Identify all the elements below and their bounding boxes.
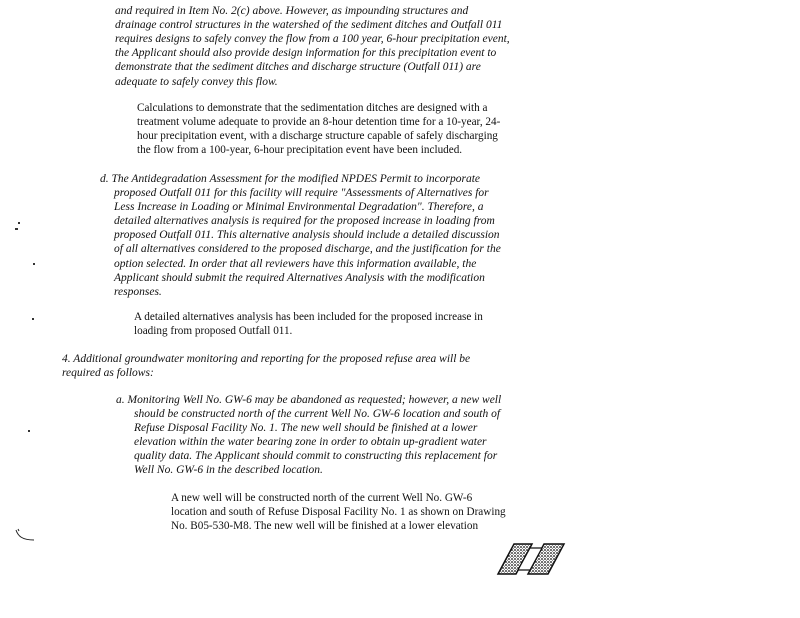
scan-speck xyxy=(28,430,30,432)
text-line: A detailed alternatives analysis has been included for the proposed increase in xyxy=(134,311,483,323)
stamp-mark xyxy=(496,540,566,576)
text-line: elevation within the water bearing zone in order to obtain up-gradient water xyxy=(134,436,487,449)
text-line: adequate to safely convey this flow. xyxy=(115,75,278,88)
text-line: responses. xyxy=(114,285,162,298)
response-new-well xyxy=(171,491,506,533)
text-line: requires designs to safely convey the flow from a 100 year, 6-hour precipitation event, xyxy=(115,33,510,46)
item-4-groundwater xyxy=(62,352,470,380)
scan-speck xyxy=(18,222,20,224)
text-line: the Applicant should also provide design information for this precipitation event to xyxy=(115,47,497,60)
text-line: the flow from a 100-year, 6-hour precipitation event have been included. xyxy=(137,144,463,157)
text-line: proposed Outfall 011 for this facility will require "Assessments of Alternatives for xyxy=(114,187,489,200)
text-line: Applicant should submit the required Alternatives Analysis with the modification xyxy=(114,271,485,284)
scan-smudge xyxy=(14,528,38,544)
top-paragraph xyxy=(115,0,510,89)
item-a-monitoring-well xyxy=(116,393,501,478)
text-line: treatment volume adequate to provide an 8-hour detention time for a 10-year, 24- xyxy=(137,116,501,129)
text-line: quality data. The Applicant should commit to constructing this replacement for xyxy=(134,450,498,463)
text-line: detailed alternatives analysis is required for the proposed increase in loading from xyxy=(114,215,495,228)
scan-speck xyxy=(32,318,34,320)
text-line: loading from proposed Outfall 011. xyxy=(134,325,293,338)
text-line: of all alternatives considered to the proposed discharge, and the justification for the xyxy=(114,243,501,256)
item-d-antidegradation xyxy=(100,172,501,299)
text-line: should be constructed north of the current Well No. GW-6 location and south of xyxy=(134,408,501,421)
text-line: proposed Outfall 011. This alternative analysis should include a detailed discussion xyxy=(114,229,500,242)
text-line: Well No. GW-6 in the described location. xyxy=(134,464,323,477)
text-line: and required in Item No. 2(c) above. However, as impounding structures and xyxy=(115,5,469,18)
text-line: demonstrate that the sediment ditches and discharge structure (Outfall 011) are xyxy=(115,61,481,74)
text-line: No. B05-530-M8. The new well will be finished at a lower elevation xyxy=(171,520,479,533)
response-sedimentation-ditches xyxy=(137,101,500,157)
text-line: drainage control structures in the watershed of the sediment ditches and Outfall 011 xyxy=(115,19,503,32)
scan-speck xyxy=(33,263,35,265)
text-line: A new well will be constructed north of the current Well No. GW-6 xyxy=(171,492,473,504)
text-line: a. Monitoring Well No. GW-6 may be abandoned as requested; however, a new well xyxy=(116,394,502,406)
text-line: 4. Additional groundwater monitoring and reporting for the proposed refuse area will be xyxy=(62,353,471,365)
response-alternatives-analysis xyxy=(134,310,483,338)
scan-speck xyxy=(15,228,18,230)
text-line: location and south of Refuse Disposal Facility No. 1 as shown on Drawing xyxy=(171,506,506,519)
text-line: Calculations to demonstrate that the sedimentation ditches are designed with a xyxy=(137,102,488,114)
text-line: hour precipitation event, with a discharge structure capable of safely discharging xyxy=(137,130,498,143)
text-line: d. The Antidegradation Assessment for the modified NPDES Permit to incorporate xyxy=(100,173,481,185)
text-line: option selected. In order that all reviewers have this information available, the xyxy=(114,257,477,270)
text-line: Less Increase in Loading or Minimal Environmental Degradation". Therefore, a xyxy=(114,201,484,214)
text-line: Refuse Disposal Facility No. 1. The new well should be finished at a lower xyxy=(134,422,478,435)
text-line: required as follows: xyxy=(62,367,154,380)
